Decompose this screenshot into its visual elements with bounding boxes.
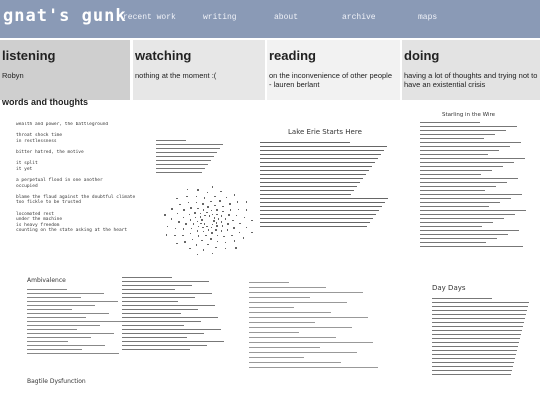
text-line <box>122 309 198 310</box>
scatter-dot <box>219 200 221 202</box>
scatter-dot <box>205 235 207 237</box>
status-reading <box>267 40 400 100</box>
text-line <box>432 318 525 319</box>
scatter-dot <box>203 249 205 251</box>
poem-title[interactable]: Bagtile Dysfunction <box>27 378 86 385</box>
text-line <box>420 226 482 227</box>
scatter-dot <box>190 233 192 235</box>
text-line <box>156 172 202 173</box>
scatter-dot <box>234 240 236 242</box>
scatter-dot <box>230 209 232 211</box>
text-line <box>420 218 504 219</box>
scatter-dot <box>246 201 248 203</box>
text-line <box>249 352 357 353</box>
scatter-dot <box>214 196 216 198</box>
scatter-dot <box>212 214 214 216</box>
scatter-dot <box>201 240 203 242</box>
scatter-dot <box>208 229 210 231</box>
text-line <box>260 142 350 143</box>
scatter-dot <box>217 241 219 243</box>
text-line <box>27 313 109 314</box>
scatter-dot <box>198 235 200 237</box>
text-line <box>27 325 100 326</box>
scatter-dot <box>228 214 230 216</box>
text-line <box>249 282 289 283</box>
text-line <box>420 222 493 223</box>
text-line <box>420 174 481 175</box>
text-line <box>432 370 512 371</box>
text-line <box>420 170 492 171</box>
scatter-dot <box>244 217 246 219</box>
text-line <box>27 333 114 334</box>
text-line <box>27 305 95 306</box>
scatter-dot <box>227 229 229 231</box>
scatter-dot <box>200 216 202 218</box>
scatter-dot <box>164 214 166 216</box>
scatter-dot <box>186 196 188 198</box>
scatter-dot <box>182 235 184 237</box>
text-line <box>432 322 524 323</box>
text-line <box>432 358 515 359</box>
scatter-dot <box>238 209 240 211</box>
text-line <box>420 194 522 195</box>
text-line <box>122 301 178 302</box>
scatter-dot <box>221 221 223 223</box>
scatter-dot <box>212 253 214 255</box>
text-line <box>249 342 373 343</box>
text-line <box>27 345 105 346</box>
text-line <box>122 325 184 326</box>
nav-writing[interactable]: writing <box>203 13 237 22</box>
scatter-dot <box>202 203 204 205</box>
scatter-dot <box>198 226 200 228</box>
text-line <box>420 150 499 151</box>
text-line <box>27 341 68 342</box>
scatter-dot <box>211 227 213 229</box>
scatter-dot <box>204 223 206 225</box>
text-line <box>156 160 211 161</box>
text-line <box>122 317 218 318</box>
scatter-dot <box>215 247 217 249</box>
text-line <box>420 206 489 207</box>
scatter-dot <box>229 203 231 205</box>
text-line <box>249 357 304 358</box>
scatter-dot <box>200 213 202 215</box>
scatter-dot <box>194 212 196 214</box>
text-line <box>260 186 357 187</box>
text-line <box>260 194 351 195</box>
scatter-dot <box>222 206 224 208</box>
text-line <box>420 186 496 187</box>
text-line <box>260 174 366 175</box>
text-line <box>260 218 373 219</box>
text-line <box>260 214 376 215</box>
text-line <box>156 164 208 165</box>
status-value: nothing at the moment :( <box>135 71 217 80</box>
scatter-dot <box>189 214 191 216</box>
scatter-dot <box>201 219 203 221</box>
scatter-dot <box>207 244 209 246</box>
scatter-dot <box>171 208 173 210</box>
text-line <box>27 301 118 302</box>
text-line <box>260 198 388 199</box>
scatter-dot <box>221 230 223 232</box>
scatter-dot <box>222 211 224 213</box>
poem-card[interactable]: wealth and power, the battleground throat shock time in restlessness bitter hatred, the motive it split it yet a perpetual flood in one another occupied blame the flaud against the doubtful climate too fickle to be trusted locomoted rest under the machine is heavy freedom counting on the state asking at the heart <box>16 122 136 234</box>
poem-text-lines <box>260 142 392 234</box>
scatter-dot <box>239 223 241 225</box>
scatter-dot <box>223 236 225 238</box>
text-line <box>249 287 326 288</box>
text-line <box>27 309 72 310</box>
text-line <box>420 166 503 167</box>
scatter-dot <box>191 228 193 230</box>
scatter-dot <box>176 243 178 245</box>
text-line <box>420 230 519 231</box>
text-line <box>122 293 212 294</box>
nav-maps[interactable]: maps <box>418 13 438 22</box>
scatter-dot <box>190 207 192 209</box>
status-heading: reading <box>269 48 316 63</box>
text-line <box>122 329 221 330</box>
text-line <box>420 154 488 155</box>
text-line <box>156 144 223 145</box>
scatter-dot <box>216 225 218 227</box>
nav-archive[interactable]: archive <box>342 13 376 22</box>
poem-title[interactable]: Day Days <box>432 284 466 292</box>
scatter-dot <box>183 228 185 230</box>
text-line <box>156 148 220 149</box>
scatter-dot <box>203 209 205 211</box>
scatter-dot <box>204 197 206 199</box>
scatter-dot <box>175 228 177 230</box>
scatter-dot <box>196 202 198 204</box>
scatter-dot <box>226 197 228 199</box>
scatter-dot <box>203 231 205 233</box>
text-line <box>249 327 352 328</box>
text-line <box>260 206 382 207</box>
scatter-dot <box>197 254 199 256</box>
text-line <box>260 170 369 171</box>
section-title: words and thoughts <box>2 97 88 107</box>
text-line <box>420 162 514 163</box>
text-line <box>27 297 81 298</box>
text-line <box>249 367 378 368</box>
scatter-dot <box>234 194 236 196</box>
text-line <box>122 285 192 286</box>
scatter-dot <box>200 223 202 225</box>
nav-about[interactable]: about <box>274 13 299 22</box>
text-line <box>122 305 215 306</box>
scatter-dot <box>189 248 191 250</box>
text-line <box>27 293 104 294</box>
text-line <box>156 152 217 153</box>
scatter-dot <box>235 247 237 249</box>
text-line <box>420 246 523 247</box>
scatter-dot <box>197 189 199 191</box>
scatter-dot <box>216 214 218 216</box>
text-line <box>260 222 370 223</box>
poem-text-lines <box>420 122 532 252</box>
scatter-dot <box>166 234 168 236</box>
scatter-dot <box>207 192 209 194</box>
text-line <box>122 281 209 282</box>
text-line <box>156 168 205 169</box>
scatter-dot <box>239 232 241 234</box>
text-line <box>420 126 517 127</box>
text-line <box>122 297 195 298</box>
text-line <box>27 321 123 322</box>
poem-text-lines <box>122 277 232 357</box>
scatter-dot <box>220 191 222 193</box>
text-line <box>260 190 354 191</box>
scatter-dot <box>176 198 178 200</box>
text-line <box>420 182 507 183</box>
scatter-dot <box>206 226 208 228</box>
scatter-dot <box>236 215 238 217</box>
text-line <box>420 214 515 215</box>
scatter-dot <box>190 219 192 221</box>
text-line <box>420 122 480 123</box>
text-line <box>122 345 207 346</box>
text-line <box>249 362 341 363</box>
scatter-dot <box>183 209 185 211</box>
text-line <box>260 150 384 151</box>
text-line <box>432 326 523 327</box>
text-line <box>122 341 224 342</box>
status-value: on the inconvenience of other people - lauren berlant <box>269 71 393 89</box>
scatter-dot <box>213 220 215 222</box>
text-line <box>420 134 495 135</box>
poem-text-lines <box>152 140 232 176</box>
scatter-dot <box>210 201 212 203</box>
scatter-dot <box>209 215 211 217</box>
text-line <box>260 182 360 183</box>
text-line <box>420 198 511 199</box>
status-heading: doing <box>404 48 440 63</box>
text-line <box>432 334 521 335</box>
scatter-dot <box>232 220 234 222</box>
text-line <box>260 154 381 155</box>
text-line <box>260 158 378 159</box>
scatter-dot <box>225 218 227 220</box>
scatter-dot <box>214 205 216 207</box>
text-line <box>27 317 86 318</box>
scatter-dot <box>207 206 209 208</box>
text-line <box>432 362 514 363</box>
scatter-dot <box>193 223 195 225</box>
scatter-dot <box>192 239 194 241</box>
status-value: Robyn <box>2 71 24 80</box>
scatter-dot <box>188 202 190 204</box>
text-line <box>249 317 368 318</box>
nav-recent-work[interactable]: recent work <box>123 13 176 22</box>
scatter-dot <box>196 244 198 246</box>
text-line <box>432 350 517 351</box>
text-line <box>122 277 172 278</box>
text-line <box>420 238 497 239</box>
text-line <box>420 190 485 191</box>
text-line <box>249 337 336 338</box>
top-navigation-bar <box>0 0 540 38</box>
text-line <box>420 210 526 211</box>
scatter-dot <box>197 230 199 232</box>
scatter-dot <box>237 201 239 203</box>
text-line <box>432 330 522 331</box>
text-line <box>122 313 181 314</box>
text-line <box>432 314 526 315</box>
text-line <box>260 210 379 211</box>
text-line <box>420 142 521 143</box>
scatter-dot <box>204 215 206 217</box>
text-line <box>122 289 175 290</box>
text-line <box>249 307 294 308</box>
scatter-dot <box>196 196 198 198</box>
status-listening <box>0 40 130 100</box>
text-line <box>432 366 513 367</box>
scatter-dot <box>195 217 197 219</box>
scatter-dot <box>211 232 213 234</box>
scatter-dot <box>216 222 218 224</box>
scatter-dot <box>246 209 248 211</box>
scatter-dot <box>246 227 248 229</box>
text-line <box>249 332 299 333</box>
scatter-dot <box>216 209 218 211</box>
text-line <box>122 337 187 338</box>
text-line <box>249 302 347 303</box>
poem-title[interactable]: Ambivalence <box>27 277 66 284</box>
text-line <box>249 347 320 348</box>
scatter-dot <box>177 213 179 215</box>
scatter-dot <box>222 225 224 227</box>
scatter-dot <box>225 248 227 250</box>
scatter-dot <box>221 215 223 217</box>
poem-title[interactable]: Starling in the Wire <box>442 112 495 118</box>
text-line <box>27 337 91 338</box>
status-heading: listening <box>2 48 56 63</box>
text-line <box>260 202 385 203</box>
scatter-dot <box>231 235 233 237</box>
text-line <box>27 289 67 290</box>
scatter-dot <box>206 212 208 214</box>
text-line <box>420 234 508 235</box>
poem-text-lines <box>27 289 137 357</box>
scatter-dot <box>251 220 253 222</box>
scatter-dot <box>225 242 227 244</box>
text-line <box>432 306 528 307</box>
scatter-illustration <box>150 176 270 276</box>
text-line <box>249 292 363 293</box>
status-heading: watching <box>135 48 192 63</box>
text-line <box>420 146 510 147</box>
scatter-dot <box>210 238 212 240</box>
text-line <box>420 242 486 243</box>
scatter-dot <box>167 226 169 228</box>
scatter-dot <box>183 217 185 219</box>
scatter-dot <box>251 232 253 234</box>
text-line <box>260 226 367 227</box>
scatter-dot <box>187 189 189 191</box>
text-line <box>420 202 500 203</box>
scatter-dot <box>227 223 229 225</box>
status-doing <box>402 40 540 100</box>
scatter-dot <box>202 227 204 229</box>
poem-text-lines <box>432 298 532 388</box>
text-line <box>122 333 204 334</box>
scatter-dot <box>179 204 181 206</box>
scatter-dot <box>174 235 176 237</box>
scatter-dot <box>184 241 186 243</box>
scatter-dot <box>211 210 213 212</box>
text-line <box>260 162 375 163</box>
text-line <box>420 138 484 139</box>
text-line <box>260 166 372 167</box>
scatter-dot <box>218 218 220 220</box>
text-line <box>27 329 77 330</box>
scatter-dot <box>185 223 187 225</box>
scatter-dot <box>217 235 219 237</box>
text-line <box>432 302 529 303</box>
text-line <box>432 374 511 375</box>
text-line <box>432 298 492 299</box>
text-line <box>432 342 519 343</box>
text-line <box>249 297 310 298</box>
poem-text-lines <box>249 282 389 372</box>
text-line <box>432 338 520 339</box>
scatter-dot <box>212 224 214 226</box>
status-watching <box>133 40 265 100</box>
status-value: having a lot of thoughts and trying not to have an existential crisis <box>404 71 538 89</box>
text-line <box>156 140 186 141</box>
text-line <box>260 178 363 179</box>
text-line <box>260 146 387 147</box>
text-line <box>420 130 506 131</box>
scatter-dot <box>214 217 216 219</box>
text-line <box>122 349 190 350</box>
text-line <box>122 321 201 322</box>
scatter-dot <box>197 221 199 223</box>
scatter-dot <box>171 218 173 220</box>
text-line <box>249 312 331 313</box>
scatter-dot <box>243 237 245 239</box>
text-line <box>432 354 516 355</box>
poem-title[interactable]: Lake Erie Starts Here <box>288 128 362 136</box>
scatter-dot <box>212 186 214 188</box>
scatter-dot <box>197 208 199 210</box>
scatter-dot <box>178 221 180 223</box>
scatter-dot <box>233 227 235 229</box>
text-line <box>432 346 518 347</box>
text-line <box>156 156 214 157</box>
text-line <box>432 310 527 311</box>
text-line <box>420 158 525 159</box>
scatter-dot <box>215 229 217 231</box>
text-line <box>27 353 119 354</box>
text-line <box>249 322 315 323</box>
site-title[interactable]: gnat's gunk <box>3 6 127 26</box>
text-line <box>420 178 518 179</box>
text-line <box>27 349 82 350</box>
